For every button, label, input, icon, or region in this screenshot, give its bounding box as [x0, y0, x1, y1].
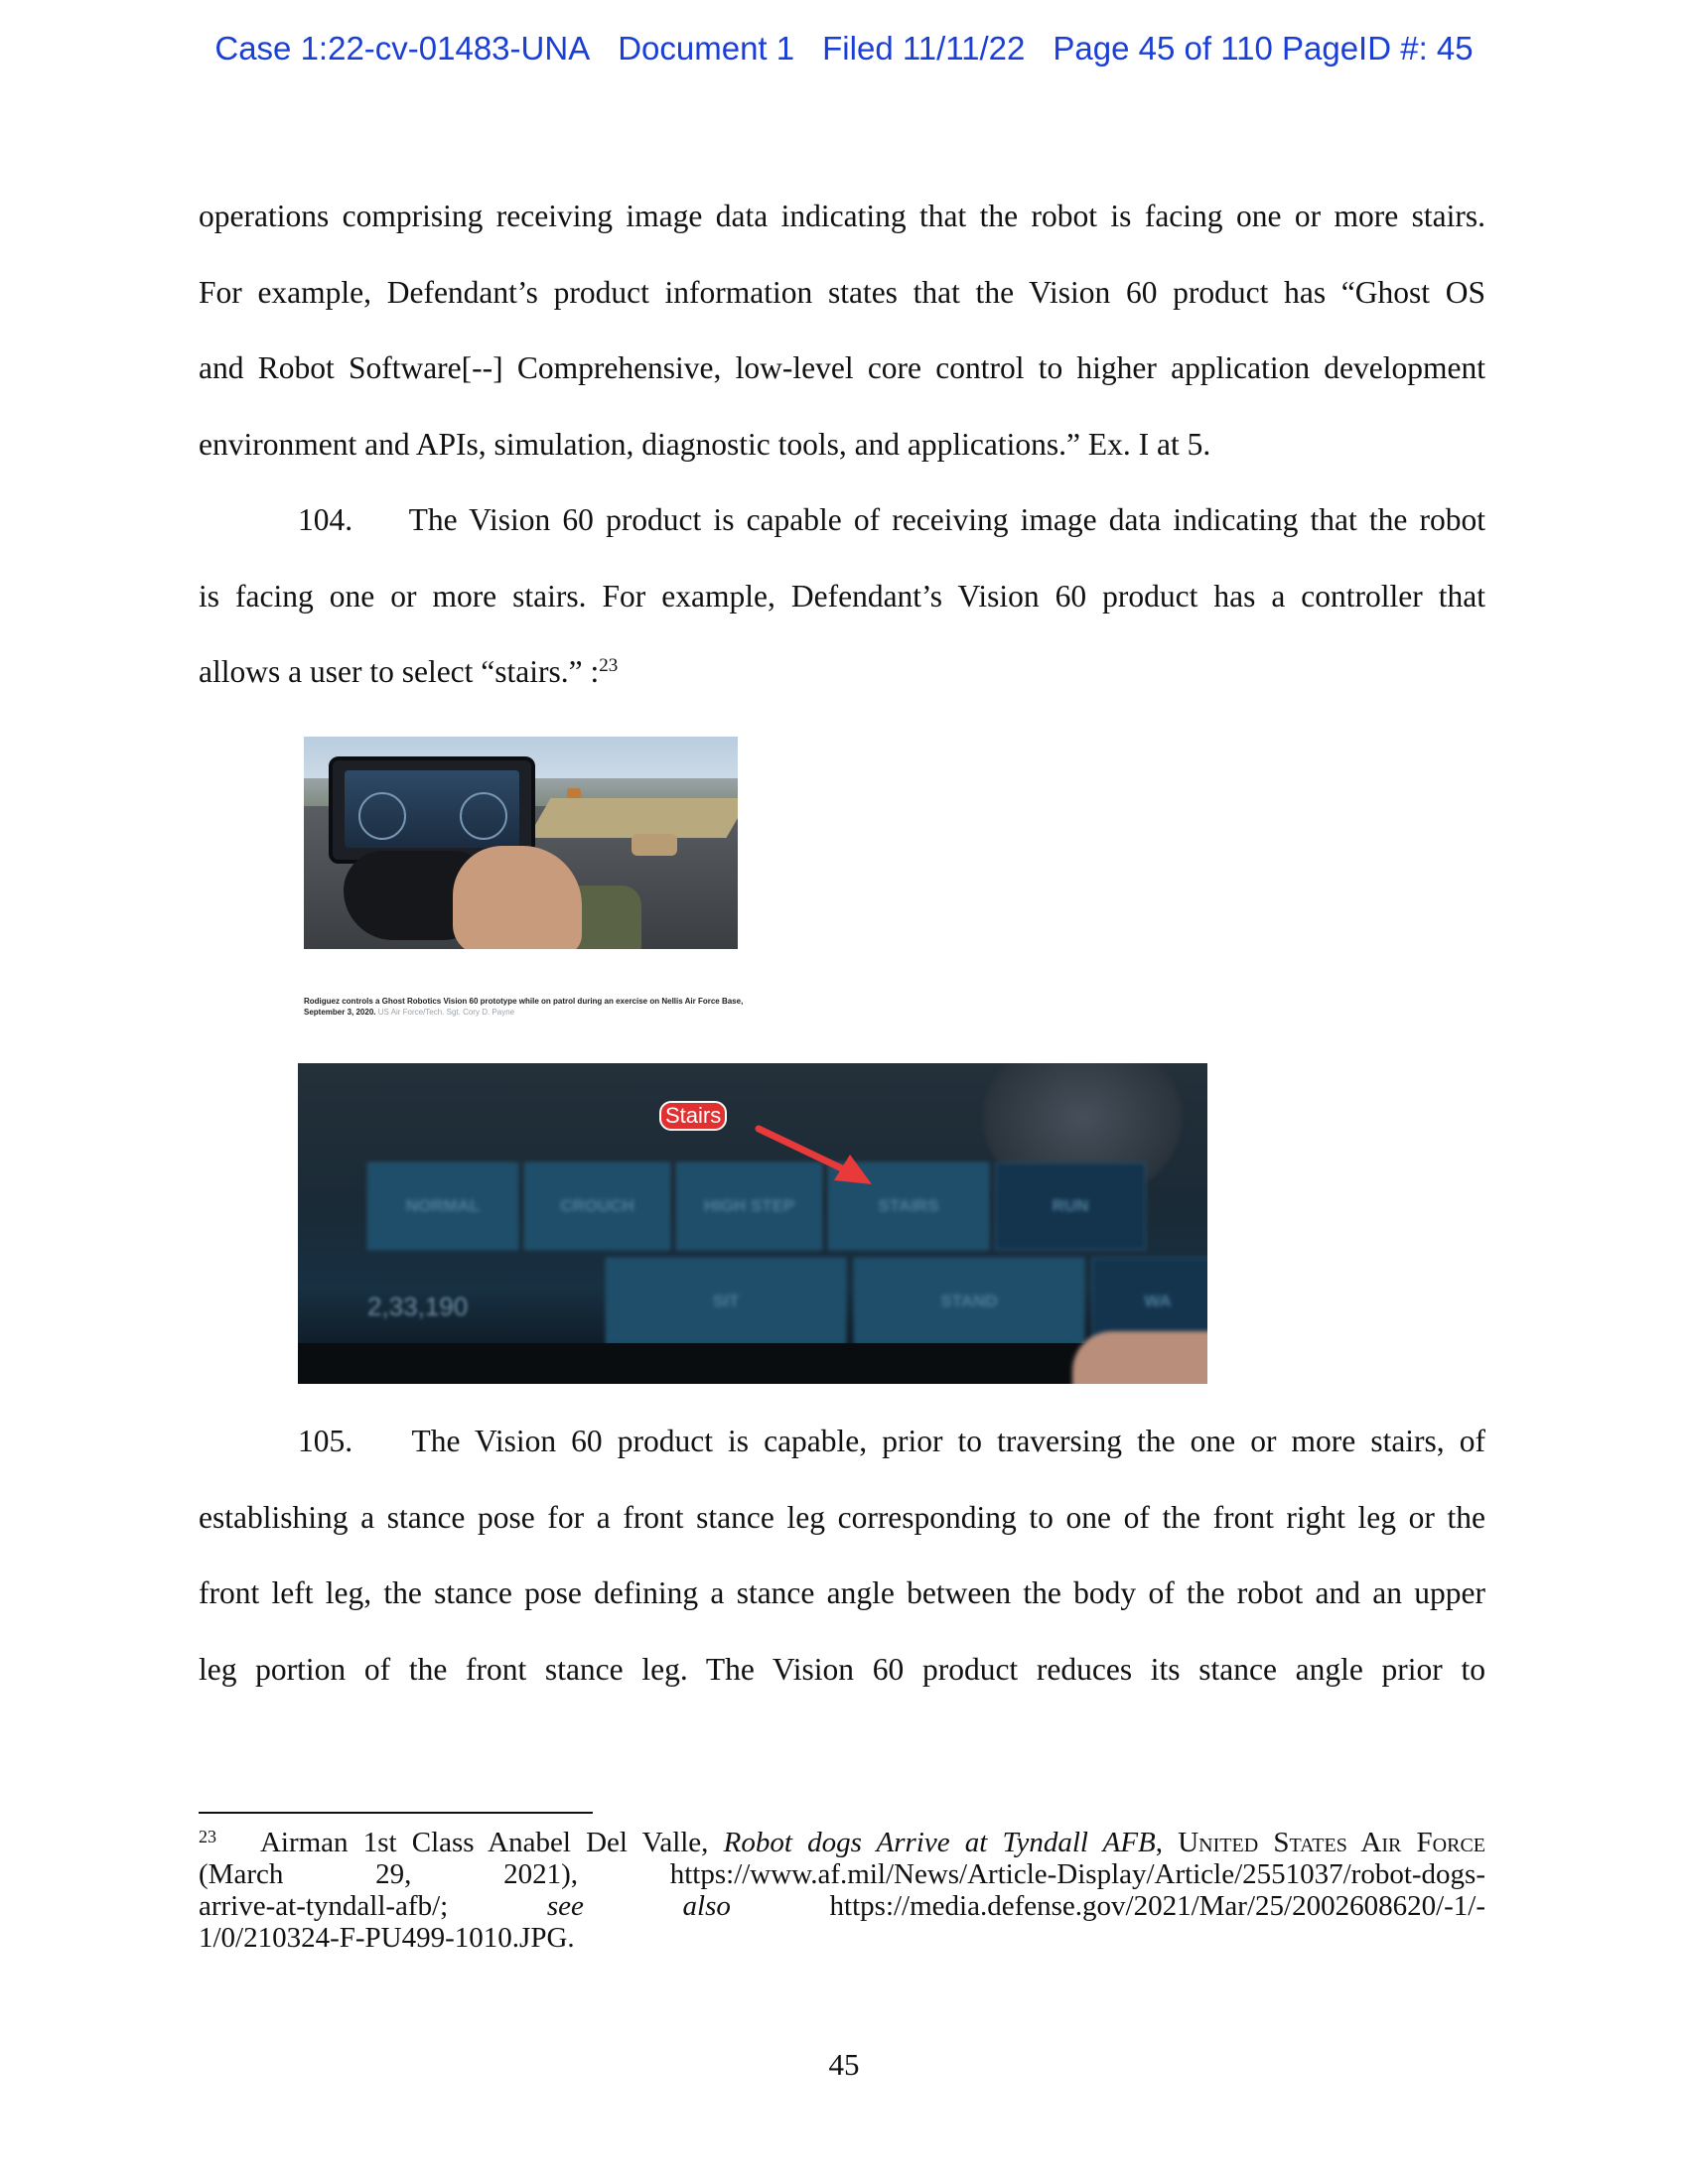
paragraph-105	[199, 1404, 1485, 1707]
controller-photo	[304, 737, 738, 949]
footnote-line: $^{23}$ Airman 1st Class Anabel Del Valle, Robot dogs Arrive at Tyndall AFB, United States Air Force	[199, 1827, 1486, 1858]
text-line: operations comprising receiving image data indicating that the robot is facing one or more stairs.	[199, 199, 1485, 233]
mode-button-run: RUN	[995, 1162, 1146, 1250]
distant-robot	[567, 788, 581, 798]
page-number: 45	[828, 2047, 860, 2082]
footnote-number: 23	[199, 1827, 216, 1846]
footnote-line: arrive-at-tyndall-afb/; see also https://media.defense.gov/2021/Mar/25/2002608620/-1/-	[199, 1890, 1486, 1922]
footnote-23	[199, 1827, 1485, 1954]
mode-button-normal: NORMAL	[367, 1162, 518, 1250]
footnote-line: 1/0/210324-F-PU499-1010.JPG.	[199, 1922, 575, 1954]
text-line: environment and APIs, simulation, diagnostic tools, and applications.” Ex. I at 5.	[199, 426, 1211, 462]
robot-dog	[632, 834, 677, 856]
text-line: For example, Defendant’s product information states that the Vision 60 product has “Ghost OS	[199, 274, 1485, 310]
document-number: Document 1	[618, 30, 795, 67]
text-line: leg portion of the front stance leg. The Vision 60 product reduces its stance angle prior to	[199, 1651, 1485, 1687]
photo-caption: Rodiguez controls a Ghost Robotics Vision 60 prototype while on patrol during an exercise on Nellis Air Force Base, September 3, 2020. US Air Force/Tech. Sgt. Cory D. Payne	[304, 997, 744, 1017]
controller-screen-closeup	[298, 1063, 1207, 1384]
stairs-annotation-label: Stairs	[659, 1101, 727, 1131]
action-button-sit: SIT	[606, 1258, 846, 1345]
action-button-walk: WA	[1092, 1258, 1207, 1345]
action-button-stand: STAND	[854, 1258, 1084, 1345]
mode-button-crouch: CROUCH	[524, 1162, 670, 1250]
screen-readout: 2,33,190	[367, 1292, 469, 1321]
paragraph-number: 105.	[298, 1424, 353, 1458]
photo-credit: US Air Force/Tech. Sgt. Cory D. Payne	[377, 1008, 515, 1017]
footnote-line: (March 29, 2021), https://www.af.mil/News/Article-Display/Article/2551037/robot-dogs-	[199, 1858, 1485, 1890]
article-title: Robot dogs Arrive at Tyndall AFB	[723, 1827, 1156, 1858]
footnote-reference: 23	[599, 655, 619, 676]
text-line: is facing one or more stairs. For example, Defendant’s Vision 60 product has a controller that	[199, 578, 1485, 614]
filed-date: Filed 11/11/22	[822, 30, 1026, 67]
text-line: allows a user to select “stairs.” :$^{23}$	[199, 654, 619, 689]
text-line: 104. The Vision 60 product is capable of receiving image data indicating that the robot	[199, 482, 1485, 559]
annotation-arrow-icon	[755, 1123, 884, 1192]
text-line: front left leg, the stance pose defining a stance angle between the body of the robot and an upper	[199, 1575, 1485, 1610]
text-line: establishing a stance pose for a front stance leg corresponding to one of the front right leg or the	[199, 1499, 1485, 1535]
case-number: Case 1:22-cv-01483-UNA	[214, 30, 591, 67]
publisher: United States Air Force	[1178, 1827, 1486, 1858]
paragraph-number: 104.	[298, 502, 353, 537]
page-info: Page 45 of 110 PageID #: 45	[1053, 30, 1474, 67]
paragraph-continued	[199, 179, 1485, 482]
text-line: 105. The Vision 60 product is capable, prior to traversing the one or more stairs, of	[199, 1404, 1485, 1480]
footnote-divider	[199, 1812, 593, 1814]
case-header	[0, 30, 1688, 68]
text-line: and Robot Software[--] Comprehensive, low-level core control to higher application development	[199, 350, 1485, 385]
paragraph-104	[199, 482, 1485, 711]
mode-button-high-step: HIGH STEP	[676, 1162, 822, 1250]
footnote-url: https://media.defense.gov/2021/Mar/25/2002608620/-1/-	[829, 1890, 1486, 1922]
mode-button-stairs: STAIRS	[828, 1162, 989, 1250]
